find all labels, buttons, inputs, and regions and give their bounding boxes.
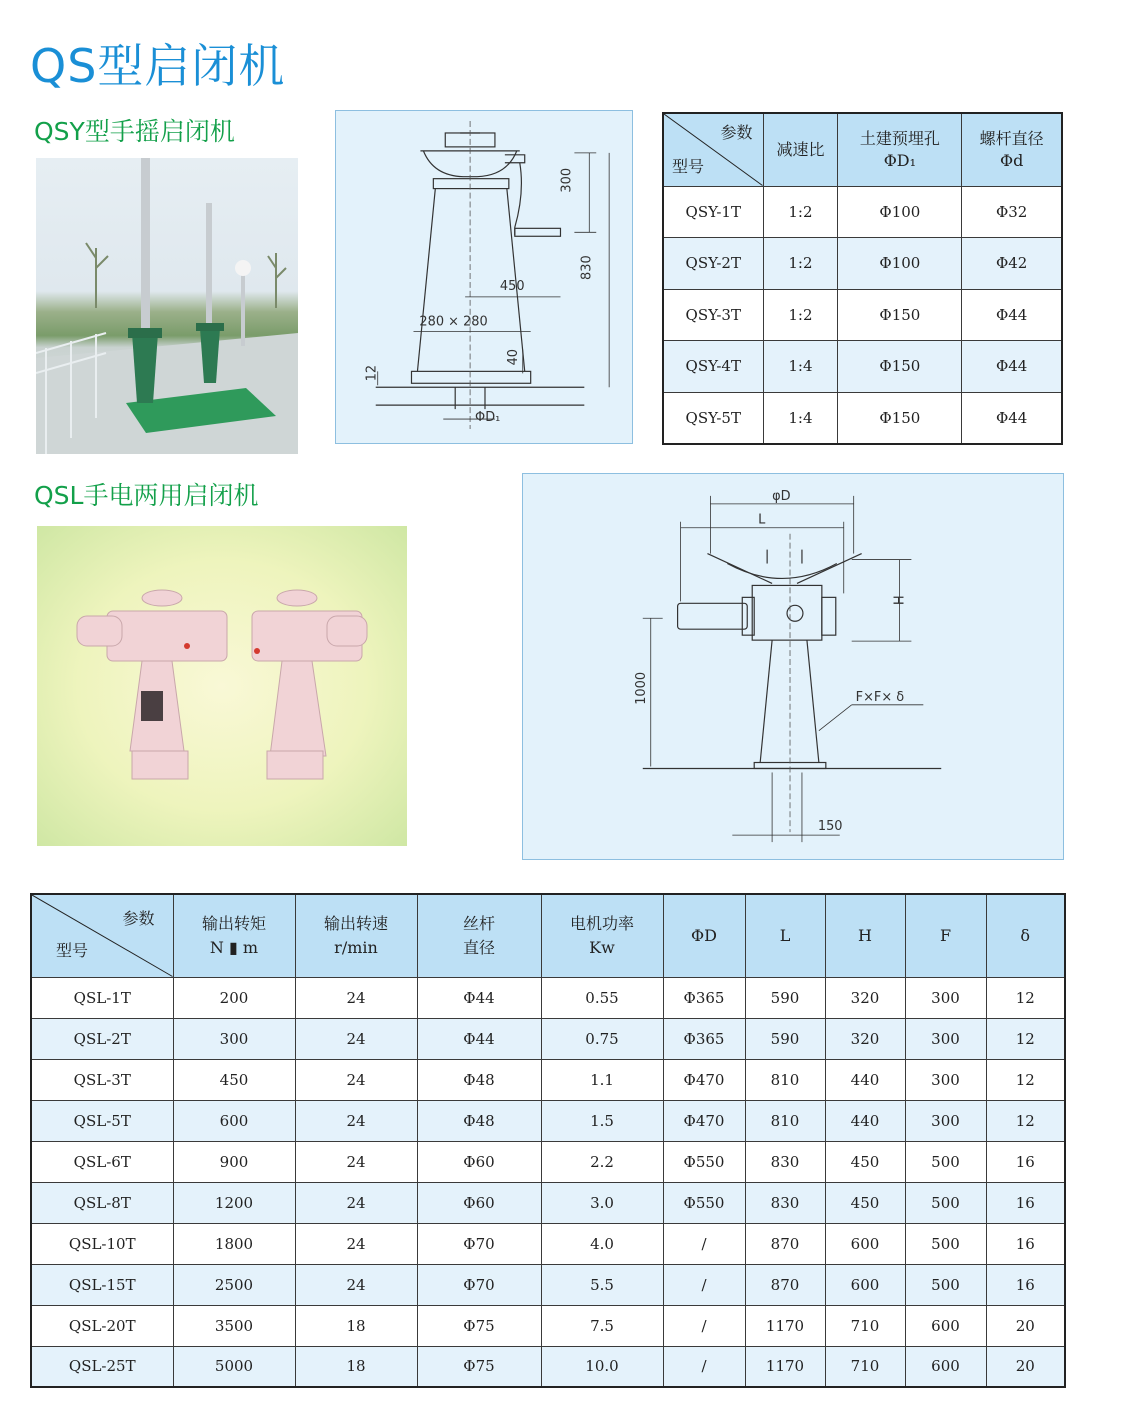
cell-l: 870 bbox=[745, 1223, 825, 1264]
cell-h: 450 bbox=[825, 1182, 905, 1223]
cell-model: QSL-15T bbox=[31, 1264, 173, 1305]
section-title-qsl: QSL手电两用启闭机 bbox=[34, 481, 259, 510]
table-row bbox=[31, 1100, 1065, 1141]
qsy-product-photo bbox=[36, 158, 298, 454]
cell-model: QSL-8T bbox=[31, 1182, 173, 1223]
cell-dia: Φ32 bbox=[962, 186, 1062, 238]
cell-f: 600 bbox=[905, 1346, 986, 1387]
cell-speed: 24 bbox=[295, 1100, 417, 1141]
cell-f: 600 bbox=[905, 1305, 986, 1346]
cell-model: QSL-3T bbox=[31, 1059, 173, 1100]
corner-param-label: 参数 bbox=[122, 909, 155, 928]
cell-power: 3.0 bbox=[541, 1182, 663, 1223]
cell-delta: 16 bbox=[986, 1264, 1065, 1305]
cell-screw: Φ75 bbox=[417, 1305, 541, 1346]
corner-model-label: 型号 bbox=[56, 940, 89, 960]
cell-speed: 24 bbox=[295, 1059, 417, 1100]
cell-power: 10.0 bbox=[541, 1346, 663, 1387]
cell-l: 870 bbox=[745, 1264, 825, 1305]
table-corner-cell bbox=[663, 113, 763, 186]
table-row bbox=[663, 289, 1062, 341]
cell-delta: 12 bbox=[986, 1100, 1065, 1141]
header-h: H bbox=[825, 894, 905, 977]
cell-phi-d: / bbox=[663, 1223, 745, 1264]
page-title: QS型启闭机 bbox=[30, 39, 286, 93]
header-phi-d: ΦD bbox=[663, 894, 745, 977]
cell-f: 500 bbox=[905, 1182, 986, 1223]
table-row bbox=[663, 238, 1062, 290]
cell-torque: 5000 bbox=[173, 1346, 295, 1387]
cell-dia: Φ44 bbox=[962, 289, 1062, 341]
cell-model: QSL-6T bbox=[31, 1141, 173, 1182]
cell-phi-d: Φ550 bbox=[663, 1141, 745, 1182]
header-screw-dia: 螺杆直径 Φd bbox=[962, 113, 1062, 186]
cell-h: 710 bbox=[825, 1346, 905, 1387]
cell-model: QSL-2T bbox=[31, 1018, 173, 1059]
cell-l: 830 bbox=[745, 1182, 825, 1223]
qsl-dimension-drawing bbox=[522, 473, 1064, 860]
cell-f: 300 bbox=[905, 1100, 986, 1141]
cell-ratio: 1:4 bbox=[763, 392, 838, 444]
table-row bbox=[31, 1305, 1065, 1346]
cell-l: 590 bbox=[745, 977, 825, 1018]
cell-ratio: 1:2 bbox=[763, 238, 838, 290]
cell-speed: 24 bbox=[295, 1018, 417, 1059]
cell-delta: 12 bbox=[986, 1059, 1065, 1100]
table-row bbox=[663, 392, 1062, 444]
cell-screw: Φ44 bbox=[417, 977, 541, 1018]
corner-param-label: 参数 bbox=[720, 123, 753, 142]
cell-screw: Φ44 bbox=[417, 1018, 541, 1059]
dim-450: 450 bbox=[499, 278, 525, 294]
cell-delta: 12 bbox=[986, 977, 1065, 1018]
cell-h: 320 bbox=[825, 977, 905, 1018]
cell-screw: Φ70 bbox=[417, 1223, 541, 1264]
cell-delta: 20 bbox=[986, 1346, 1065, 1387]
cell-power: 2.2 bbox=[541, 1141, 663, 1182]
table-row bbox=[31, 1059, 1065, 1100]
header-f: F bbox=[905, 894, 986, 977]
cell-phi-d: Φ365 bbox=[663, 977, 745, 1018]
cell-f: 300 bbox=[905, 1018, 986, 1059]
section-title-qsy: QSY型手摇启闭机 bbox=[34, 117, 235, 146]
cell-model: QSL-1T bbox=[31, 977, 173, 1018]
cell-model: QSY-2T bbox=[663, 238, 763, 290]
cell-torque: 2500 bbox=[173, 1264, 295, 1305]
cell-l: 1170 bbox=[745, 1305, 825, 1346]
cell-h: 320 bbox=[825, 1018, 905, 1059]
cell-f: 500 bbox=[905, 1223, 986, 1264]
cell-power: 0.75 bbox=[541, 1018, 663, 1059]
cell-l: 810 bbox=[745, 1059, 825, 1100]
cell-model: QSY-1T bbox=[663, 186, 763, 238]
table-row bbox=[31, 1018, 1065, 1059]
cell-screw: Φ60 bbox=[417, 1182, 541, 1223]
cell-delta: 16 bbox=[986, 1182, 1065, 1223]
cell-screw: Φ48 bbox=[417, 1100, 541, 1141]
dim-phi-d1: ΦD₁ bbox=[475, 410, 501, 426]
cell-h: 440 bbox=[825, 1100, 905, 1141]
qsl-spec-table bbox=[30, 893, 1066, 1388]
cell-torque: 300 bbox=[173, 1018, 295, 1059]
cell-torque: 1200 bbox=[173, 1182, 295, 1223]
cell-power: 5.5 bbox=[541, 1264, 663, 1305]
cell-dia: Φ42 bbox=[962, 238, 1062, 290]
header-embed-hole: 土建预埋孔 ΦD₁ bbox=[838, 113, 962, 186]
dim-12: 12 bbox=[364, 364, 380, 382]
table-row bbox=[31, 1223, 1065, 1264]
dim-h: H bbox=[889, 595, 905, 606]
cell-phi-d: / bbox=[663, 1346, 745, 1387]
cell-model: QSY-4T bbox=[663, 341, 763, 393]
dim-fxfxdelta: F×F× δ bbox=[855, 689, 905, 705]
cell-f: 300 bbox=[905, 977, 986, 1018]
table-row bbox=[31, 977, 1065, 1018]
cell-hole: Φ100 bbox=[838, 186, 962, 238]
cell-hole: Φ150 bbox=[838, 341, 962, 393]
cell-l: 810 bbox=[745, 1100, 825, 1141]
cell-ratio: 1:2 bbox=[763, 289, 838, 341]
cell-model: QSL-5T bbox=[31, 1100, 173, 1141]
cell-dia: Φ44 bbox=[962, 392, 1062, 444]
cell-ratio: 1:2 bbox=[763, 186, 838, 238]
header-ratio: 减速比 bbox=[763, 113, 838, 186]
cell-l: 830 bbox=[745, 1141, 825, 1182]
dim-40: 40 bbox=[505, 348, 521, 366]
cell-model: QSL-20T bbox=[31, 1305, 173, 1346]
cell-model: QSY-3T bbox=[663, 289, 763, 341]
qsl-product-photo bbox=[37, 526, 407, 846]
table-row bbox=[663, 341, 1062, 393]
cell-torque: 600 bbox=[173, 1100, 295, 1141]
header-power: 电机功率 Kw bbox=[541, 894, 663, 977]
cell-h: 450 bbox=[825, 1141, 905, 1182]
cell-f: 500 bbox=[905, 1141, 986, 1182]
dim-830: 830 bbox=[579, 255, 595, 280]
cell-screw: Φ75 bbox=[417, 1346, 541, 1387]
cell-model: QSY-5T bbox=[663, 392, 763, 444]
cell-torque: 450 bbox=[173, 1059, 295, 1100]
cell-torque: 900 bbox=[173, 1141, 295, 1182]
cell-power: 1.1 bbox=[541, 1059, 663, 1100]
cell-speed: 24 bbox=[295, 1264, 417, 1305]
cell-l: 1170 bbox=[745, 1346, 825, 1387]
dim-280x280: 280 × 280 bbox=[419, 314, 488, 330]
qsy-dimension-drawing bbox=[335, 110, 633, 444]
qsy-spec-table bbox=[662, 112, 1063, 445]
header-l: L bbox=[745, 894, 825, 977]
header-speed: 输出转速 r/min bbox=[295, 894, 417, 977]
cell-torque: 3500 bbox=[173, 1305, 295, 1346]
dim-300: 300 bbox=[559, 167, 575, 193]
dim-1000: 1000 bbox=[633, 671, 649, 705]
cell-torque: 1800 bbox=[173, 1223, 295, 1264]
dim-150: 150 bbox=[817, 819, 843, 835]
cell-power: 0.55 bbox=[541, 977, 663, 1018]
cell-speed: 24 bbox=[295, 1182, 417, 1223]
cell-model: QSL-25T bbox=[31, 1346, 173, 1387]
cell-phi-d: Φ365 bbox=[663, 1018, 745, 1059]
dim-l: L bbox=[758, 512, 766, 528]
cell-delta: 12 bbox=[986, 1018, 1065, 1059]
cell-f: 500 bbox=[905, 1264, 986, 1305]
corner-model-label: 型号 bbox=[672, 156, 705, 176]
cell-speed: 24 bbox=[295, 977, 417, 1018]
cell-power: 7.5 bbox=[541, 1305, 663, 1346]
cell-phi-d: Φ470 bbox=[663, 1059, 745, 1100]
header-torque: 输出转矩 N ▮ m bbox=[173, 894, 295, 977]
cell-phi-d: Φ470 bbox=[663, 1100, 745, 1141]
cell-h: 600 bbox=[825, 1264, 905, 1305]
header-screw: 丝杆 直径 bbox=[417, 894, 541, 977]
cell-ratio: 1:4 bbox=[763, 341, 838, 393]
cell-dia: Φ44 bbox=[962, 341, 1062, 393]
cell-phi-d: / bbox=[663, 1305, 745, 1346]
cell-screw: Φ60 bbox=[417, 1141, 541, 1182]
cell-hole: Φ150 bbox=[838, 289, 962, 341]
cell-phi-d: Φ550 bbox=[663, 1182, 745, 1223]
table-row bbox=[31, 1182, 1065, 1223]
cell-speed: 24 bbox=[295, 1141, 417, 1182]
cell-speed: 24 bbox=[295, 1223, 417, 1264]
cell-l: 590 bbox=[745, 1018, 825, 1059]
cell-screw: Φ48 bbox=[417, 1059, 541, 1100]
table-row bbox=[31, 1346, 1065, 1387]
cell-h: 710 bbox=[825, 1305, 905, 1346]
cell-delta: 16 bbox=[986, 1223, 1065, 1264]
cell-power: 4.0 bbox=[541, 1223, 663, 1264]
cell-model: QSL-10T bbox=[31, 1223, 173, 1264]
cell-speed: 18 bbox=[295, 1305, 417, 1346]
table-row bbox=[663, 186, 1062, 238]
table-row bbox=[31, 1141, 1065, 1182]
cell-speed: 18 bbox=[295, 1346, 417, 1387]
cell-f: 300 bbox=[905, 1059, 986, 1100]
cell-h: 440 bbox=[825, 1059, 905, 1100]
cell-delta: 20 bbox=[986, 1305, 1065, 1346]
cell-delta: 16 bbox=[986, 1141, 1065, 1182]
table-corner-cell bbox=[31, 894, 173, 977]
cell-hole: Φ100 bbox=[838, 238, 962, 290]
cell-hole: Φ150 bbox=[838, 392, 962, 444]
cell-power: 1.5 bbox=[541, 1100, 663, 1141]
cell-torque: 200 bbox=[173, 977, 295, 1018]
dim-phi-d: φD bbox=[772, 488, 791, 504]
header-delta: δ bbox=[986, 894, 1065, 977]
cell-phi-d: / bbox=[663, 1264, 745, 1305]
cell-h: 600 bbox=[825, 1223, 905, 1264]
table-row bbox=[31, 1264, 1065, 1305]
cell-screw: Φ70 bbox=[417, 1264, 541, 1305]
